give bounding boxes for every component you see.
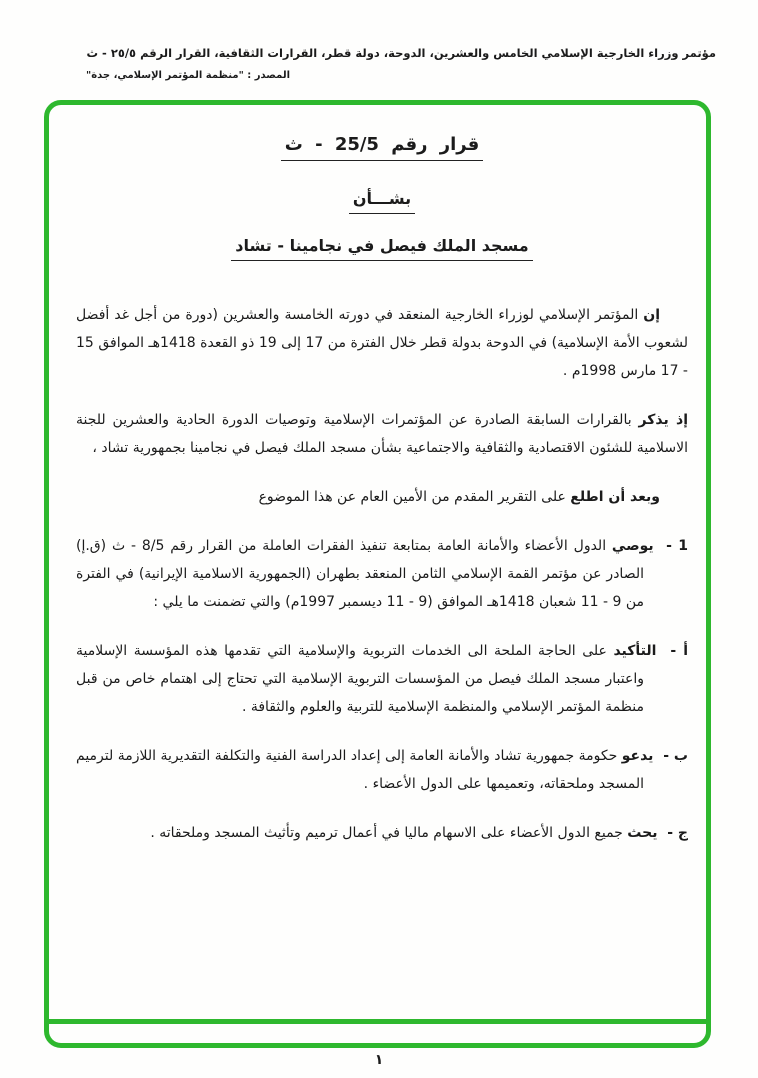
sub-item-a	[76, 637, 688, 721]
page-number: ١	[374, 1052, 384, 1068]
recalling-lead: إذ يذكر	[638, 412, 688, 428]
sub-item-a-lead: التأكيد	[613, 643, 657, 659]
sub-item-c	[76, 819, 688, 847]
document-source-line: المصدر : "منظمة المؤتمر الإسلامي، جدة"	[86, 70, 291, 81]
sub-item-b-letter: ب -	[663, 748, 688, 764]
reviewed-lead: وبعد أن اطلع	[570, 489, 660, 505]
regarding-title	[76, 189, 688, 214]
recalling-text: بالقرارات السابقة الصادرة عن المؤتمرات الإسلامية وتوصيات الدورة الحادية والعشرين للجنة الاسلامية للشئون الاقتصادية والثقافية والاجتماعية بشأن مسجد الملك فيصل في نجامينا بجمهورية تشاد ،	[76, 412, 688, 456]
resolution-number-title	[76, 134, 688, 161]
resolution-number-text: قرار رقم 25/5 - ث	[281, 134, 484, 161]
regarding-text: بشـــأن	[349, 189, 415, 214]
sub-item-c-lead: يحث	[627, 825, 658, 841]
preamble-lead: إن	[643, 307, 660, 323]
sub-item-a-text: على الحاجة الملحة الى الخدمات التربوية والإسلامية التي تقدمها هذه المؤسسة الإسلامية واعتبار مسجد الملك فيصل من المؤسسات التربوية الإسلامية التي تحتاج إلى اهتمام خاص من قبل منظمة المؤتمر الإسلامي والمنظمة الإسلامية للتربية والعلوم والثقافة .	[76, 643, 644, 715]
subject-text: مسجد الملك فيصل في نجامينا - تشاد	[231, 236, 532, 261]
preamble-paragraph	[76, 301, 688, 385]
sub-item-b	[76, 742, 688, 798]
sub-item-a-letter: أ -	[670, 643, 689, 659]
numbered-item-1	[76, 532, 688, 616]
sub-item-c-letter: ج -	[667, 825, 688, 841]
item-1-text: الدول الأعضاء والأمانة العامة بمتابعة تنفيذ الفقرات العاملة من القرار رقم 8/5 - ث (ق.إ) الصادر عن مؤتمر القمة الإسلامي الثامن المنعقد بطهران (الجمهورية الاسلامية الإيرانية) في الفترة من 9 - 11 شعبان 1418هـ الموافق (9 - 11 ديسمبر 1997م) والتي تضمنت ما يلي :	[76, 538, 644, 610]
item-1-number: 1 -	[666, 538, 688, 554]
document-header-citation: مؤتمر وزراء الخارجية الإسلامي الخامس والعشرين، الدوحة، دولة قطر، القرارات الثقافية، القرار الرقم ٢٥/٥ - ث	[86, 46, 716, 60]
recalling-paragraph	[76, 406, 688, 462]
reviewed-paragraph	[76, 483, 688, 511]
reviewed-text: على التقرير المقدم من الأمين العام عن هذا الموضوع	[258, 489, 571, 505]
preamble-text: المؤتمر الإسلامي لوزراء الخارجية المنعقد في دورته الخامسة والعشرين (دورة من أجل غد أفضل لشعوب الأمة الإسلامية) في الدوحة بدولة قطر خلال الفترة من 17 إلى 19 ذو القعدة 1418هـ الموافق 15 - 17 مارس 1998م .	[76, 307, 688, 379]
item-1-lead: يوصي	[611, 538, 654, 554]
green-bottom-rule	[47, 1019, 708, 1024]
sub-item-c-text: جميع الدول الأعضاء على الاسهام ماليا في أعمال ترميم وتأثيث المسجد وملحقاته .	[150, 825, 628, 841]
subject-title	[76, 236, 688, 261]
document-body	[76, 134, 688, 868]
sub-item-b-text: حكومة جمهورية تشاد والأمانة العامة إلى إعداد الدراسة الفنية والتكلفة التقديرية اللازمة لترميم المسجد وملحقاته، وتعميمها على الدول الأعضاء .	[76, 748, 644, 792]
sub-item-b-lead: يدعو	[621, 748, 654, 764]
